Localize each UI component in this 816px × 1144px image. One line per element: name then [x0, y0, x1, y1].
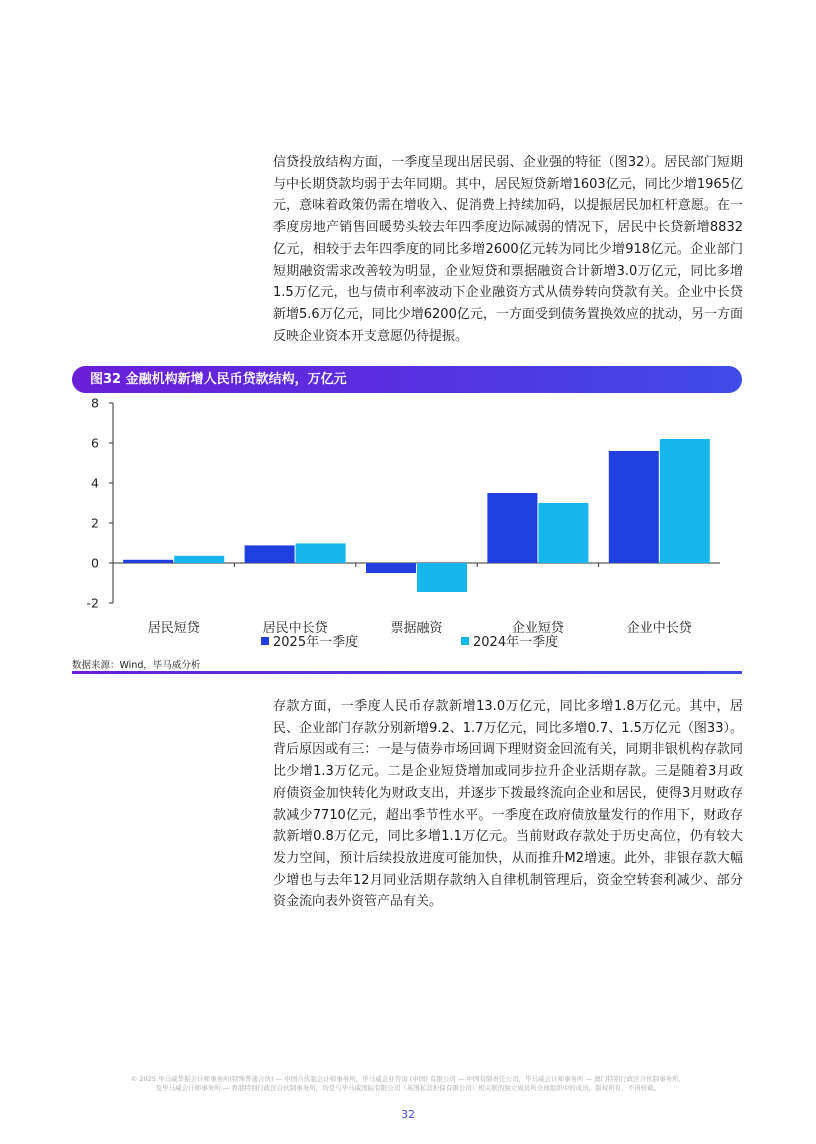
body-paragraph-credit: 信贷投放结构方面，一季度呈现出居民弱、企业强的特征（图32）。居民部门短期与中长期贷款均弱于去年同期。其中，居民短贷新增1603亿元，同比少增1965亿元，意味着政策仍需在增收入、促消费上持续加码，以提振居民加杠杆意愿。在一季度房地产销售回暖势头较去年四季度边际减弱的情况下，居民中长贷新增8832亿元，相较于去年四季度的同比多增2600亿元转为同比少增918亿元。企业部门短期融资需求改善较为明显，企业短贷和票据融资合计新增3.0万亿元，同比多增1.5万亿元，也与债市利率波动下企业融资方式从债券转向贷款有关。企业中长贷新增5.6万亿元，同比少增6200亿元，一方面受到债务置换效应的扰动，另一方面反映企业资本开支意愿仍待提振。	[273, 155, 743, 344]
bar-2025q1	[366, 563, 416, 573]
x-category-label: 居民短贷	[147, 621, 200, 636]
bar-chart	[72, 393, 742, 658]
y-tick-label: 4	[91, 475, 99, 491]
y-tick-label: 8	[91, 395, 99, 411]
x-category-label: 企业中长贷	[626, 621, 692, 636]
bar-2024q1	[660, 439, 710, 563]
page-number: 32	[401, 1108, 415, 1121]
figure-source: 数据来源：Wind，毕马威分析	[72, 660, 201, 671]
footer-line-2: 及毕马威会计师事务所 — 香港特别行政区合伙制事务所，均是与毕马威国际有限公司（英国私营担保有限公司）相关联的独立成员所全球组织中的成员。版权所有，不得转载。	[155, 1084, 661, 1092]
footer-line-1: © 2025 毕马威华振会计师事务所(特殊普通合伙) — 中国合伙制会计师事务所，毕马威企业咨询 (中国) 有限公司 — 中国有限责任公司，毕马威会计师事务所 — 澳门特别行政区合伙制事务所，	[130, 1075, 686, 1083]
bar-2024q1	[538, 503, 588, 563]
y-tick-label: 0	[91, 555, 99, 571]
bar-2025q1	[487, 493, 537, 563]
y-tick-label: -2	[86, 595, 99, 611]
bar-2024q1	[174, 556, 224, 563]
y-tick-label: 2	[91, 515, 99, 531]
y-tick-label: 6	[91, 435, 99, 451]
legend-label: 2025年一季度	[273, 635, 359, 650]
x-category-label: 居民中长贷	[262, 621, 328, 636]
figure-title: 图32 金融机构新增人民币贷款结构，万亿元	[72, 366, 742, 393]
bar-2024q1	[417, 563, 467, 592]
bar-2025q1	[609, 451, 659, 563]
legend-swatch	[261, 637, 269, 645]
x-category-label: 企业短贷	[511, 621, 564, 636]
x-category-label: 票据融资	[390, 621, 443, 636]
bar-2024q1	[296, 543, 346, 563]
copyright-footer	[60, 1075, 756, 1093]
body-paragraph-deposits: 存款方面，一季度人民币存款新增13.0万亿元，同比多增1.8万亿元。其中，居民、企业部门存款分别新增9.2、1.7万亿元，同比多增0.7、1.5万亿元（图33）。背后原因或有三：一是与债券市场回调下理财资金回流有关，同期非银机构存款同比少增1.3万亿元。二是企业短贷增加或同步拉升企业活期存款。三是随着3月政府债资金加快转化为财政支出，并逐步下拨最终流向企业和居民，使得3月财政存款减少7710亿元，超出季节性水平。一季度在政府债放量发行的作用下，财政存款新增0.8万亿元，同比多增1.1万亿元。当前财政存款处于历史高位，仍有较大发力空间，预计后续投放进度可能加快，从而推升M2增速。此外，非银存款大幅少增也与去年12月同业活期存款纳入自律机制管理后，资金空转套利减少、部分资金流向表外资管产品有关。	[273, 699, 743, 910]
bar-2025q1	[123, 560, 173, 563]
bar-2025q1	[245, 545, 295, 563]
figure-divider	[72, 671, 742, 674]
legend-swatch	[461, 637, 469, 645]
legend-label: 2024年一季度	[473, 635, 559, 650]
